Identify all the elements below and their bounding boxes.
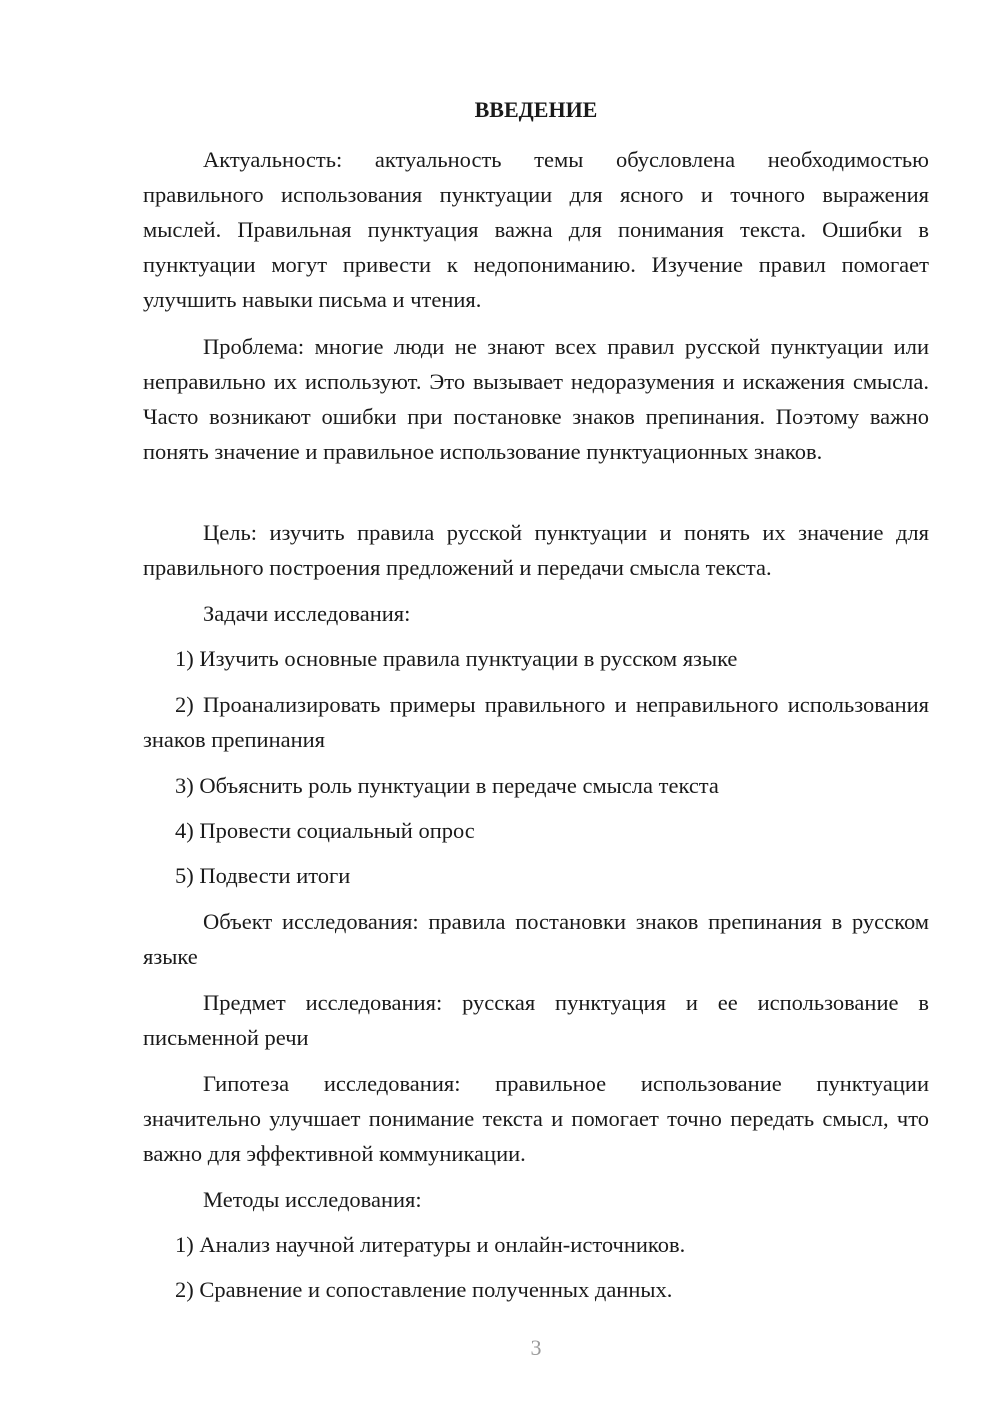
- paragraph-goal: Цель: изучить правила русской пунктуации и понять их значение для правильного построения предложений и передачи смысла текста.: [143, 520, 929, 580]
- list-item: 5) Подвести итоги: [175, 863, 351, 888]
- list-item: 1) Изучить основные правила пунктуации в русском языке: [175, 646, 738, 671]
- tasks-heading: Задачи исследования:: [203, 601, 411, 626]
- paragraph-relevance: Актуальность: актуальность темы обусловлена необходимостью правильного использования пунктуации для ясного и точного выражения мыслей. Правильная пунктуация важна для понимания текста. Ошибки в пунктуации могут привести к недопониманию. Изучение правил помогает улучшить навыки письма и чтения.: [143, 147, 929, 312]
- list-item: 2) Сравнение и сопоставление полученных данных.: [175, 1277, 673, 1302]
- paragraph-hypothesis: Гипотеза исследования: правильное использование пунктуации значительно улучшает понимание текста и помогает точно передать смысл, что важно для эффективной коммуникации.: [143, 1071, 929, 1166]
- list-item: 2) Проанализировать примеры правильного и неправильного использования знаков препинания: [143, 692, 929, 752]
- paragraph-subject: Предмет исследования: русская пунктуация и ее использование в письменной речи: [143, 990, 929, 1050]
- paragraph-object: Объект исследования: правила постановки знаков препинания в русском языке: [143, 909, 929, 969]
- list-item: 1) Анализ научной литературы и онлайн-источников.: [175, 1232, 686, 1257]
- page-title: ВВЕДЕНИЕ: [474, 97, 598, 122]
- page-number: 3: [530, 1335, 542, 1360]
- list-item: 4) Провести социальный опрос: [175, 818, 475, 843]
- methods-heading: Методы исследования:: [203, 1187, 422, 1212]
- list-item: 3) Объяснить роль пунктуации в передаче смысла текста: [175, 773, 719, 798]
- paragraph-problem: Проблема: многие люди не знают всех правил русской пунктуации или неправильно их используют. Это вызывает недоразумения и искажения смысла. Часто возникают ошибки при постановке знаков препинания. Поэтому важно понять значение и правильное использование пунктуационных знаков.: [143, 334, 929, 464]
